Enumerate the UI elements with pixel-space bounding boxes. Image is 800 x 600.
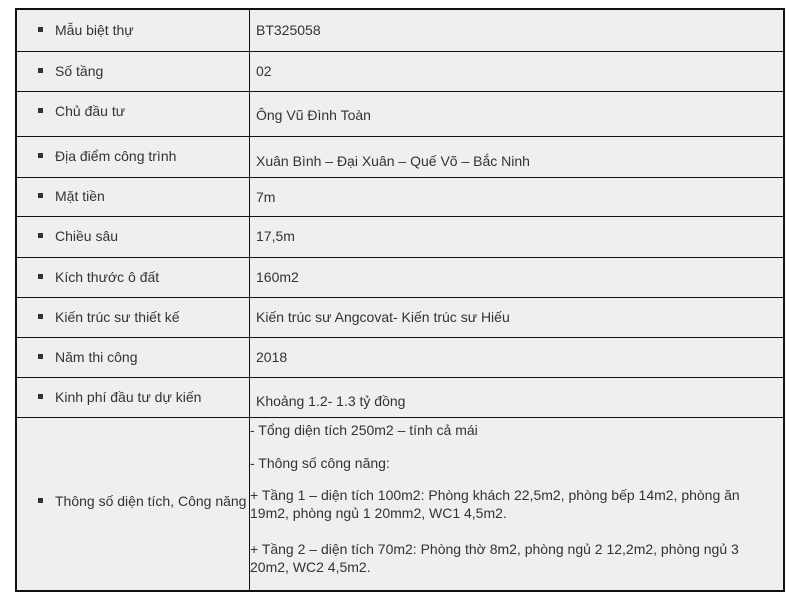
villa-spec-table (15, 8, 785, 592)
row-value-cell (250, 217, 783, 257)
row-label-cell (17, 92, 250, 136)
row-label-cell (17, 378, 250, 417)
table-row (17, 92, 783, 137)
area-line-functions: - Thông số công năng: (250, 455, 390, 471)
bullet-icon (38, 354, 43, 359)
row-value-cell (250, 378, 783, 417)
row-label-cell (17, 298, 250, 337)
row-label: Mặt tiền (55, 188, 105, 204)
row-label: Năm thi công (55, 349, 138, 365)
table-row (17, 178, 783, 217)
row-label-cell (17, 52, 250, 91)
row-value-cell (250, 258, 783, 297)
row-label-cell (17, 10, 250, 51)
bullet-icon (38, 68, 43, 73)
table-row (17, 52, 783, 92)
area-line-total: - Tổng diện tích 250m2 – tính cả mái (250, 422, 478, 438)
row-value-cell (250, 137, 783, 177)
row-value: Ông Vũ Đình Toàn (256, 107, 371, 123)
bullet-icon (38, 108, 43, 113)
table-row (17, 418, 783, 590)
row-label-cell (17, 217, 250, 257)
table-row (17, 258, 783, 298)
row-value: 160m2 (256, 269, 299, 285)
area-line-floor2: + Tầng 2 – diện tích 70m2: Phòng thờ 8m2, phòng ngủ 2 12,2m2, phòng ngủ 3 20m2, WC2 4,5m2. (250, 541, 739, 575)
row-value: Khoảng 1.2- 1.3 tỷ đồng (256, 393, 406, 409)
table-row (17, 378, 783, 418)
row-label: Địa điểm công trình (55, 148, 177, 164)
row-label: Kiến trúc sư thiết kế (55, 309, 180, 325)
row-value: 7m (256, 189, 276, 205)
row-value-cell (250, 298, 783, 337)
row-value: Kiến trúc sư Angcovat- Kiến trúc sư Hiếu (256, 309, 510, 325)
table-row (17, 298, 783, 338)
row-label: Số tầng (55, 63, 104, 79)
bullet-icon (38, 193, 43, 198)
row-label: Thông số diện tích, Công năng (55, 493, 247, 509)
bullet-icon (38, 27, 43, 32)
bullet-icon (38, 233, 43, 238)
row-value: 2018 (256, 349, 288, 365)
row-label-cell (17, 137, 250, 177)
row-value-cell (250, 338, 783, 377)
row-label-cell (17, 178, 250, 216)
table-row (17, 10, 783, 52)
bullet-icon (38, 153, 43, 158)
row-label: Kinh phí đầu tư dự kiến (55, 389, 202, 405)
row-value-cell (250, 52, 783, 91)
bullet-icon (38, 274, 43, 279)
row-label: Chiều sâu (55, 228, 119, 244)
row-value: Xuân Bình – Đại Xuân – Quế Võ – Bắc Ninh (256, 153, 530, 169)
row-value: BT325058 (256, 22, 321, 38)
table-row (17, 338, 783, 378)
row-label: Chủ đầu tư (55, 103, 126, 119)
row-value-cell (250, 418, 783, 590)
row-value: 02 (256, 63, 272, 79)
row-label-cell (17, 258, 250, 297)
row-value: 17,5m (256, 228, 295, 244)
row-value-cell (250, 178, 783, 216)
row-label-cell (17, 418, 250, 590)
row-label: Mẫu biệt thự (55, 22, 134, 38)
table-row (17, 217, 783, 258)
row-label: Kích thước ô đất (55, 269, 160, 285)
bullet-icon (38, 498, 43, 503)
row-value-cell (250, 92, 783, 136)
bullet-icon (38, 394, 43, 399)
bullet-icon (38, 314, 43, 319)
table-row (17, 137, 783, 178)
area-line-floor1: + Tầng 1 – diện tích 100m2: Phòng khách 22,5m2, phòng bếp 14m2, phòng ăn 19m2, phòng ngủ 1 20mm2, WC1 4,5m2. (250, 487, 740, 521)
row-value-cell (250, 10, 783, 51)
row-label-cell (17, 338, 250, 377)
